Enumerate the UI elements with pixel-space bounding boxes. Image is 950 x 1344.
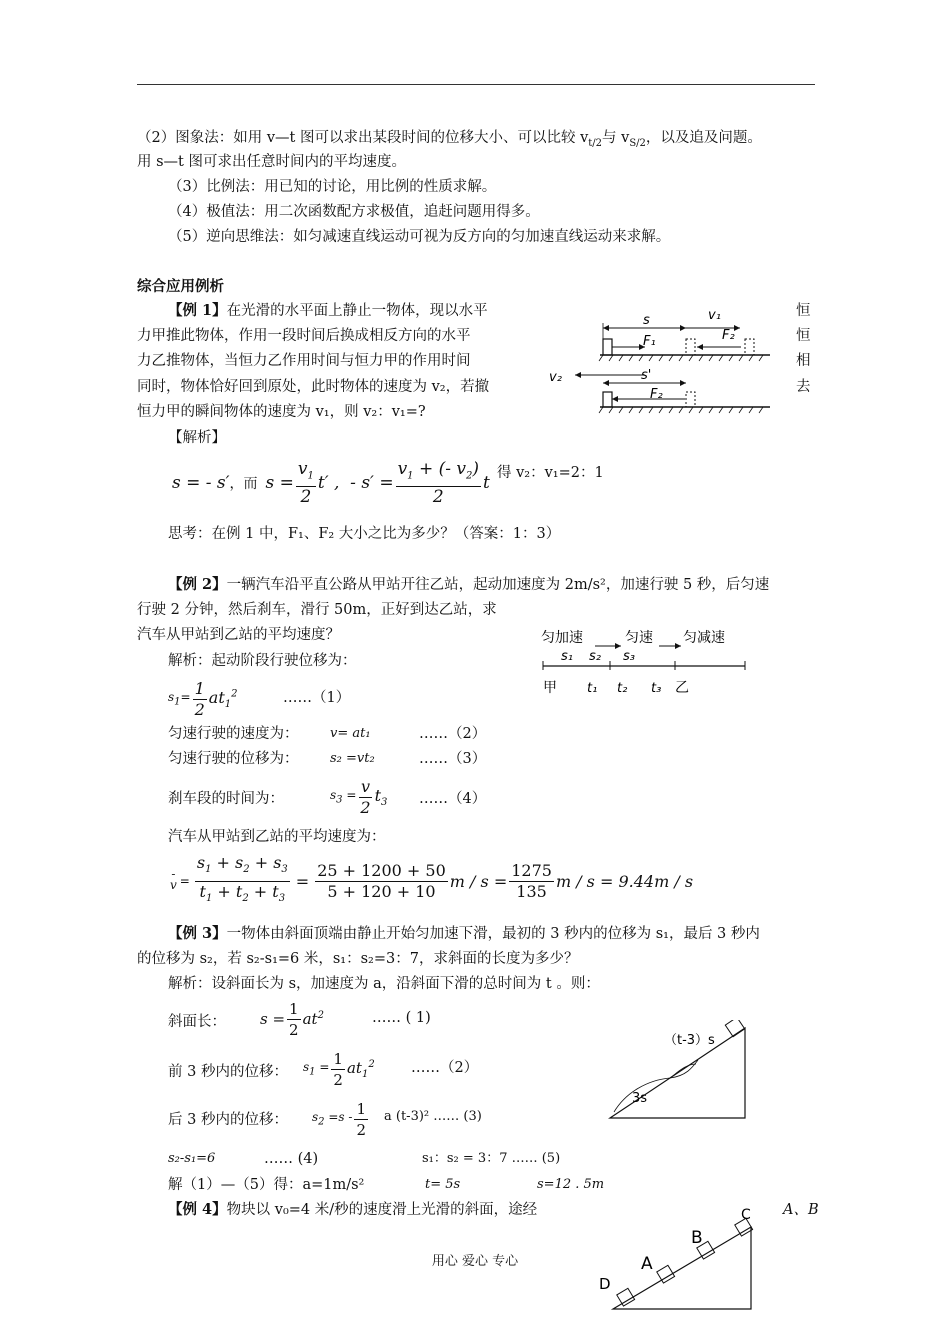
ex3-row-5: 解（1）—（5）得：a=1m/s² xyxy=(168,1177,365,1193)
ex3-row-2-tag: ……（2） xyxy=(411,1060,479,1076)
ex1-equation: s = - s′ ，而 s = $\frac{v_1}{2}$ t′ , - s′ = $\frac{v_1 + (- v_2)}{2}$ t xyxy=(172,458,490,508)
ex2-line-7-tag: ……（4） xyxy=(419,791,487,807)
ex1-fig-v1: v₁ xyxy=(708,308,721,323)
ex2-line-6-eq: s₂ =vt₂ xyxy=(330,751,375,766)
ex1-right-4: 去 xyxy=(796,379,811,395)
ex3-row-1-eq: s = $\frac{1}{2}$ $at^2$ xyxy=(260,999,324,1039)
intro-line-2: 用 s—t 图可求出任意时间内的平均速度。 xyxy=(137,154,406,170)
ex2-figure xyxy=(535,622,755,702)
ex2-fig-dec: 匀减速 xyxy=(683,630,725,646)
ex2-fig-t2: t₂ xyxy=(617,681,628,696)
ex1-think: 思考：在例 1 中，F₁、F₂ 大小之比为多少？（答案：1：3） xyxy=(168,526,561,542)
ex3-row-3-label: 后 3 秒内的位移： xyxy=(168,1112,288,1128)
ex2-final-eq: - v = $\frac{s_1 + s_2 + s_3}{t_1 + t_2 + t_3}$ = $\frac{25 + 1200 + 50}{5 + 120 + 10}$ m / s = $\frac{1275}{135}$ m / s = 9.44m / s xyxy=(170,853,694,904)
ex4-line-1: 【例 4】物块以 v₀=4 米/秒的速度滑上光滑的斜面，途经 xyxy=(168,1201,538,1218)
ex1-line-4: 同时，物体恰好回到原处，此时物体的速度为 v₂，若撤 xyxy=(137,379,490,395)
ex2-line-5: 匀速行驶的速度为： xyxy=(168,726,299,742)
ex2-eq-4: $s_3$ = $\frac{v}{2}$ $t_3$ xyxy=(330,776,388,817)
ex2-line-5-eq: v= at₁ xyxy=(330,726,371,741)
ex1-fig-F2: F₂ xyxy=(722,328,735,343)
ex1-right-3: 相 xyxy=(796,353,811,369)
ex2-fig-uni: 匀速 xyxy=(625,630,653,646)
ex1-fig-s2: s' xyxy=(641,368,652,383)
ex1-fig-F2-lower: F₂ xyxy=(650,387,663,402)
ex2-fig-s1: s₁ xyxy=(561,649,573,664)
ex3-line-2: 的位移为 s₂，若 s₂-s₁=6 米，s₁：s₂=3：7，求斜面的长度为多少？ xyxy=(137,951,579,967)
ex2-fig-jia: 甲 xyxy=(543,680,557,696)
ex1-figure xyxy=(545,295,775,420)
ex2-line-5-tag: ……（2） xyxy=(419,726,487,742)
ex2-line-3: 汽车从甲站到乙站的平均速度？ xyxy=(137,627,340,643)
ex2-eq-1: $s_1=$ $\frac{1}{2}$ $at_1^2$ xyxy=(168,678,238,719)
ex3-fig-3s: 3s xyxy=(632,1091,648,1106)
ex3-row-3-tail: a (t-3)² …… (3) xyxy=(384,1109,482,1124)
intro-line-3: （3）比例法：用已知的讨论，用比例的性质求解。 xyxy=(168,179,497,195)
intro-line-5: （5）逆向思维法：如匀减速直线运动可视为反方向的匀加速直线运动来求解。 xyxy=(168,229,671,245)
ex3-row-1-label: 斜面长： xyxy=(168,1014,226,1030)
ex3-row-2-eq: $s_1$ = $\frac{1}{2}$ $at_1^2$ xyxy=(303,1049,375,1089)
ex2-fig-t1: t₁ xyxy=(587,681,598,696)
ex1-right-1: 恒 xyxy=(796,303,811,319)
ex1-line-2: 力甲推此物体，作用一段时间后换成相反方向的水平 xyxy=(137,328,471,344)
ex4-fig-B: B xyxy=(691,1228,703,1248)
ex4-fig-A: A xyxy=(641,1254,653,1274)
ex2-line-1: 【例 2】一辆汽车沿平直公路从甲站开往乙站，起动加速度为 2m/s²，加速行驶 5 秒，后匀速 xyxy=(168,576,770,593)
ex1-fig-v2: v₂ xyxy=(549,370,562,385)
ex2-line-6-tag: ……（3） xyxy=(419,751,487,767)
ex3-line-3: 解析：设斜面长为 s，加速度为 a，沿斜面下滑的总时间为 t 。则： xyxy=(168,976,600,992)
ex2-line-7: 刹车段的时间为： xyxy=(168,791,284,807)
ex4-fig-C: C xyxy=(741,1207,751,1223)
ex3-fig-t3: （t-3）s xyxy=(664,1033,715,1048)
ex3-row-4-b: s₁：s₂ = 3：7 …… (5) xyxy=(422,1151,561,1166)
section-title: 综合应用例析 xyxy=(137,278,224,295)
ex2-eq-1-tag: ……（1） xyxy=(283,690,351,706)
ex2-fig-t3: t₃ xyxy=(651,681,662,696)
ex4-right: A、B xyxy=(783,1202,819,1218)
ex2-fig-s2: s₂ xyxy=(589,649,601,664)
ex1-fig-s: s xyxy=(643,313,650,328)
ex1-line-1: 【例 1】在光滑的水平面上静止一物体，现以水平 xyxy=(168,302,488,319)
ex1-result: 得 v₂：v₁=2：1 xyxy=(497,465,604,481)
ex2-fig-s3: s₃ xyxy=(623,649,635,664)
ex1-line-5: 恒力甲的瞬间物体的速度为 v₁，则 v₂：v₁=? xyxy=(137,404,426,420)
ex3-figure xyxy=(600,1020,760,1125)
ex2-line-6: 匀速行驶的位移为： xyxy=(168,751,299,767)
ex4-fig-D: D xyxy=(599,1275,611,1293)
intro-line-4: （4）极值法：用二次函数配方求极值，追赶问题用得多。 xyxy=(168,204,540,220)
ex3-row-3-eq: $s_2 =s$ - $\frac{1}{2}$ xyxy=(312,1099,366,1139)
ex3-row-5-b: t= 5s xyxy=(425,1177,461,1192)
ex1-line-3: 力乙推物体，当恒力乙作用时间与恒力甲的作用时间 xyxy=(137,353,471,369)
intro-line-1: （2）图象法：如用 v—t 图可以求出某段时间的位移大小、可以比较 $v_{t/2}$与 $v_{S/2}$，以及追及问题。 xyxy=(137,130,762,149)
ex3-row-4-tag: …… (4) xyxy=(264,1151,319,1167)
ex2-line-2: 行驶 2 分钟，然后刹车，滑行 50m，正好到达乙站，求 xyxy=(137,602,497,618)
header-rule xyxy=(137,84,815,85)
ex1-analysis-label: 【解析】 xyxy=(168,430,226,446)
ex2-fig-yi: 乙 xyxy=(675,680,689,696)
ex2-line-4: 解析：起动阶段行驶位移为： xyxy=(168,653,357,669)
ex2-line-8: 汽车从甲站到乙站的平均速度为： xyxy=(168,829,386,845)
ex3-row-4: s₂-s₁=6 xyxy=(168,1151,216,1166)
ex3-row-5-c: s=12 . 5m xyxy=(537,1177,605,1192)
page-footer: 用心 爱心 专心 xyxy=(431,1254,519,1269)
ex3-row-1-tag: …… ( 1) xyxy=(372,1010,431,1026)
ex1-right-2: 恒 xyxy=(796,328,811,344)
ex3-row-2-label: 前 3 秒内的位移： xyxy=(168,1064,288,1080)
ex1-fig-F1: F₁ xyxy=(643,334,656,349)
ex3-line-1: 【例 3】一物体由斜面顶端由静止开始匀加速下滑，最初的 3 秒内的位移为 s₁，最后 3 秒内 xyxy=(168,925,760,942)
ex2-fig-acc: 匀加速 xyxy=(541,630,583,646)
